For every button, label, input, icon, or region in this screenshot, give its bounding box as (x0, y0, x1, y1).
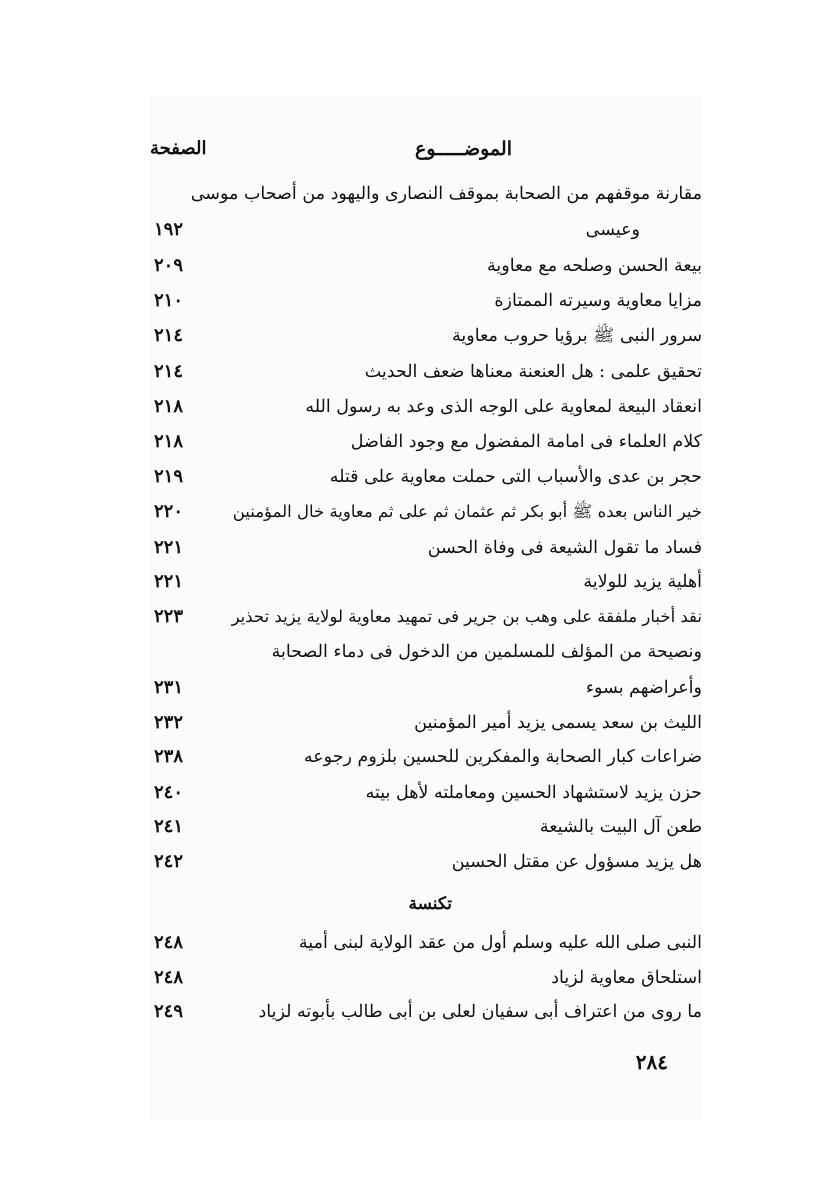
entry-title: تحقيق علمى : هل العنعنة معناها ضعف الحديث (364, 362, 702, 382)
entry-page: ١٩٢ (154, 219, 184, 240)
index-entry (150, 708, 702, 738)
entry-page: ٢٤٠ (154, 782, 184, 803)
index-entry (150, 997, 702, 1027)
index-entry (150, 673, 702, 703)
entry-title: نقد أخبار ملفقة على وهب بن جرير فى تمهيد معاوية لولاية يزيد تحذير (231, 607, 702, 626)
index-header (150, 138, 702, 168)
index-entry (150, 462, 702, 492)
entry-title: ما روى من اعتراف أبى سفيان لعلى بن أبى طالب بأبوته لزياد (258, 1002, 702, 1022)
entry-title: وأعراضهم بسوء (585, 678, 702, 698)
entry-title: ضراعات كبار الصحابة والمفكرين للحسين بلزوم رجوعه (303, 747, 702, 767)
page-column-header: الصفحة (150, 138, 207, 159)
index-entry (150, 497, 702, 527)
index-entry (150, 251, 702, 281)
entry-title: انعقاد البيعة لمعاوية على الوجه الذى وعد به رسول الله (305, 397, 702, 417)
entry-page: ٢٤١ (154, 816, 184, 837)
entry-page: ٢٢١ (154, 571, 184, 592)
entry-page: ٢١٠ (154, 290, 184, 311)
index-entry (150, 392, 702, 422)
index-entry (150, 215, 702, 245)
section-heading (150, 894, 702, 924)
entry-title: مزايا معاوية وسيرته الممتازة (494, 291, 702, 311)
entry-title: مقارنة موقفهم من الصحابة بموقف النصارى واليهود من أصحاب موسى (190, 184, 702, 204)
entry-title: خير الناس بعده ﷺ أبو بكر ثم عثمان ثم على ثم معاوية خال المؤمنين (232, 502, 702, 521)
entry-page: ٢٤٩ (154, 1001, 184, 1022)
index-entry (150, 742, 702, 772)
entry-title: النبى صلى الله عليه وسلم أول من عقد الولاية لبنى أمية (298, 933, 702, 953)
entry-page: ٢١٤ (154, 325, 184, 346)
entry-page: ٢٢٣ (154, 606, 184, 627)
entry-page: ٢١٤ (154, 361, 184, 382)
entry-title: الليث بن سعد يسمى يزيد أمير المؤمنين (414, 713, 702, 733)
entry-page: ٢٢١ (154, 537, 184, 558)
index-entry (150, 812, 702, 842)
entry-page: ٢١٨ (154, 396, 184, 417)
index-entry (150, 286, 702, 316)
index-entry (150, 847, 702, 877)
entry-page: ٢٤٢ (154, 851, 184, 872)
entry-page: ٢١٨ (154, 431, 184, 452)
page-footer (150, 1050, 702, 1080)
entry-title: وعيسى (585, 220, 640, 240)
entry-page: ٢١٩ (154, 466, 184, 487)
index-entry (150, 778, 702, 808)
index-entry (150, 602, 702, 632)
index-entry (150, 357, 702, 387)
index-entry (150, 179, 702, 209)
entry-title: أهلية يزيد للولاية (583, 572, 702, 592)
entry-title: هل يزيد مسؤول عن مقتل الحسين (451, 852, 702, 872)
page-number: ٢٨٤ (635, 1050, 668, 1074)
index-entry (150, 321, 702, 351)
index-entry (150, 567, 702, 597)
entry-title: سرور النبى ﷺ برؤيا حروب معاوية (452, 326, 702, 346)
index-entry (150, 533, 702, 563)
entry-title: كلام العلماء فى امامة المفضول مع وجود الفاضل (350, 432, 702, 452)
index-entry (150, 637, 702, 667)
section-heading-text: تكنسة (408, 894, 452, 914)
entry-title: حزن يزيد لاستشهاد الحسين ومعاملته لأهل بيته (365, 783, 702, 803)
entry-page: ٢٤٨ (154, 932, 184, 953)
index-entry (150, 928, 702, 958)
entry-title: طعن آل البيت بالشيعة (539, 817, 702, 837)
entry-page: ٢٣١ (154, 677, 184, 698)
entry-title: بيعة الحسن وصلحه مع معاوية (487, 256, 702, 276)
entry-title: فساد ما تقول الشيعة فى وفاة الحسن (427, 538, 702, 558)
entry-page: ٢٤٨ (154, 967, 184, 988)
index-entry (150, 963, 702, 993)
entry-page: ٢٣٢ (154, 712, 184, 733)
entry-title: حجر بن عدى والأسباب التى حملت معاوية على قتله (329, 467, 702, 487)
entry-title: استلحاق معاوية لزياد (551, 968, 702, 988)
topic-column-header: الموضـــــوع (415, 138, 512, 160)
entry-page: ٢٢٠ (154, 501, 184, 522)
entry-page: ٢٠٩ (154, 255, 184, 276)
entry-title: ونصيحة من المؤلف للمسلمين من الدخول فى دماء الصحابة (271, 642, 702, 662)
entry-page: ٢٣٨ (154, 746, 184, 767)
index-entry (150, 427, 702, 457)
